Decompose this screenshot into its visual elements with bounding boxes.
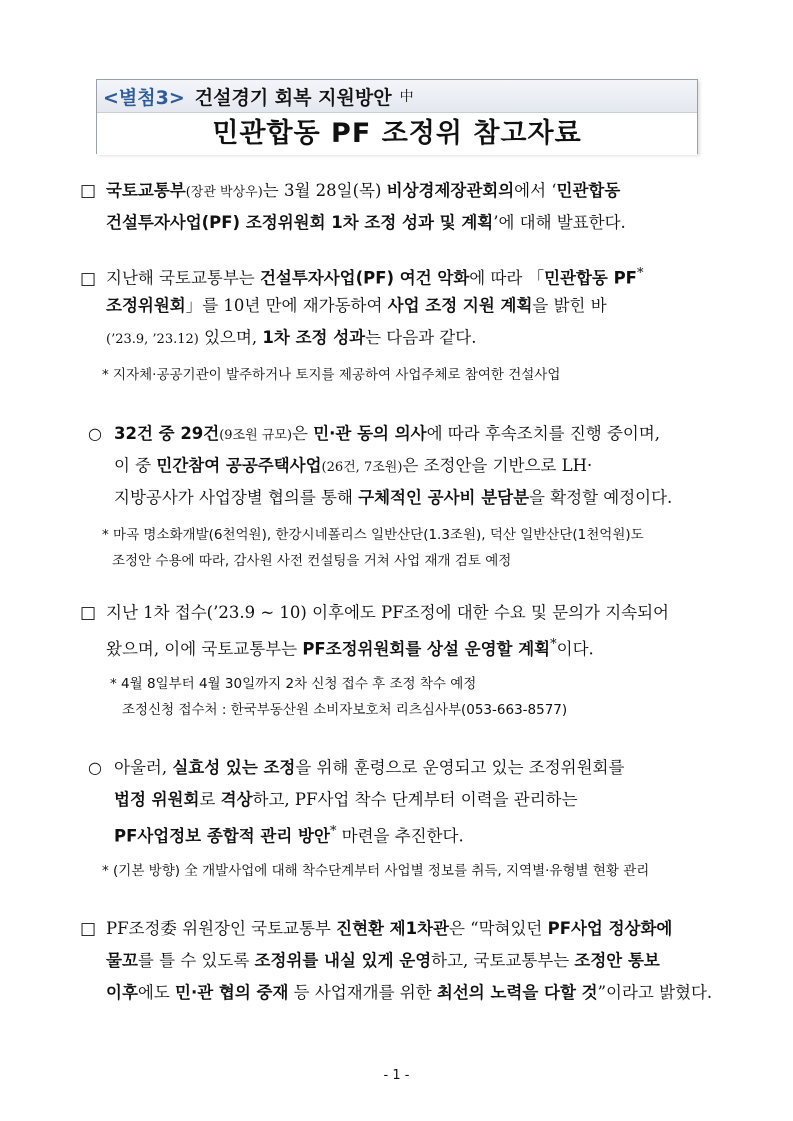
text-bold: 이후 (106, 983, 138, 1002)
circle-bullet-icon: ○ (88, 758, 102, 777)
paragraph-line (88, 482, 672, 514)
text-small: (9조원 규모) (219, 428, 293, 443)
text-bold: PF사업정보 종합적 관리 방안 (114, 826, 330, 846)
text: 왔으며, 이에 국토교통부는 (106, 639, 303, 659)
footnote-mark: * (636, 266, 644, 281)
header-subtitle-suffix: 中 (399, 89, 414, 105)
text-bold: 조정위를 내실 있게 운영 (254, 951, 432, 970)
text: 를 틀 수 있도록 (137, 951, 255, 970)
text: 은 “막혀있던 (448, 919, 548, 938)
footnote: 조정신청 접수처 : 한국부동산원 소비자보호처 리츠심사부(053-663-8577) (122, 702, 568, 718)
paragraph-4 (80, 597, 669, 723)
header-subtitle: 건설경기 회복 지원방안 (194, 86, 392, 109)
header-box (96, 79, 698, 154)
paragraph-2 (80, 258, 643, 388)
text-bold: 격상 (220, 790, 253, 809)
text: 에 따라 후속조치를 진행 중이며, (426, 424, 661, 443)
text-bold: 최선의 노력을 다할 것 (436, 983, 598, 1002)
text: 」를 10년 만에 재가동하여 (185, 296, 388, 315)
text: PF조정委 위원장인 국토교통부 (106, 919, 337, 938)
text-bold: 민·관 동의 의사 (313, 424, 427, 443)
footnote: * 마곡 명소화개발(6천억원), 한강시네폴리스 일반산단(1.3조원), 덕산 일반산단(1천억원)도 (102, 527, 644, 543)
paragraph-line (88, 752, 649, 784)
text: 는 3월 28일(목) (262, 181, 387, 200)
text-bold: 사업 조정 지원 계획 (387, 296, 533, 315)
text: 하고, 국토교통부는 (431, 951, 575, 970)
text-small: (’23.9, ’23.12) (106, 332, 199, 347)
text: 을 위해 훈령으로 운영되고 있는 조정위원회를 (295, 758, 625, 777)
paragraph-line (80, 913, 712, 945)
paragraph-line (80, 290, 643, 322)
text: 은 조정안을 기반으로 LH· (402, 456, 593, 475)
paragraph-line (88, 816, 649, 848)
attachment-tag: <별첨3> (103, 86, 185, 109)
text-bold: 1차 조정 성과 (262, 328, 366, 347)
footnote: * 지자체·공공기관이 발주하거나 토지를 제공하여 사업주체로 참여한 건설사업 (102, 367, 561, 383)
text-bold: 건설투자사업(PF) 조정위원회 1차 조정 성과 및 계획 (106, 213, 494, 232)
text: 로 (199, 790, 221, 809)
footnote: * (기본 방향) 全 개발사업에 대해 착수단계부터 사업별 정보를 취득, 지역별·유형별 현황 관리 (102, 863, 650, 879)
circle-bullet-icon: ○ (88, 424, 102, 443)
text: ”이라고 밝혔다. (597, 983, 713, 1002)
text: 에도 (137, 983, 176, 1002)
text: 이다. (556, 639, 594, 659)
text-bold: 국토교통부 (106, 181, 186, 200)
page-title: 민관합동 PF 조정위 참고자료 (97, 113, 697, 155)
text-bold: 구체적인 공사비 분담분 (358, 488, 530, 507)
text: 있으며, (198, 328, 263, 347)
text-small: (26건, 7조원) (321, 460, 403, 475)
text: 은 (292, 424, 314, 443)
square-bullet-icon: □ (80, 268, 97, 289)
header-subtitle-band (97, 80, 697, 113)
footnote-mark: * (550, 637, 557, 652)
text: 등 사업재개를 위한 (288, 983, 437, 1002)
text: 을 확정할 예정이다. (529, 488, 673, 507)
text: 에 따라 「 (469, 268, 545, 288)
text-bold: 조정안 통보 (574, 951, 660, 970)
paragraph-5 (88, 752, 649, 884)
footnote: 조정안 수용에 따라, 감사원 사전 컨설팅을 거쳐 사업 재개 검토 예정 (112, 553, 512, 569)
text-bold: 32건 중 29건 (114, 424, 220, 443)
paragraph-line (80, 977, 712, 1009)
text-bold: 조정위원회 (106, 296, 186, 315)
text-bold: 민간참여 공공주택사업 (156, 456, 322, 475)
text: 을 밝힌 바 (532, 296, 607, 315)
paragraph-line (88, 450, 672, 482)
text: 에서 ‘ (514, 181, 557, 200)
text-bold: 민관합동 PF (544, 268, 637, 288)
text: 하고, PF사업 착수 단계부터 이력을 관리하는 (252, 790, 578, 809)
paragraph-line (80, 175, 626, 207)
square-bullet-icon: □ (80, 919, 97, 939)
paragraph-3 (88, 418, 672, 574)
text: 지방공사가 사업장별 협의를 통해 (114, 488, 359, 507)
paragraph-line (88, 784, 649, 816)
paragraph-line (80, 945, 712, 977)
text-bold: 건설투자사업(PF) 여건 악화 (259, 268, 470, 288)
paragraph-line (80, 597, 669, 629)
text-bold: PF사업 정상화에 (547, 919, 673, 938)
text: 아울러, (114, 758, 173, 777)
paragraph-line (80, 629, 669, 661)
text-bold: 진현환 제1차관 (336, 919, 449, 938)
text-bold: 물꼬 (106, 951, 138, 970)
text: 는 다음과 같다. (365, 328, 477, 347)
page-number: - 1 - (383, 1068, 410, 1083)
footnote-mark: * (329, 824, 337, 839)
paragraph-line (88, 418, 672, 450)
text: 마련을 추진한다. (336, 826, 464, 846)
paragraph-1 (80, 175, 626, 239)
text-bold: 실효성 있는 조정 (172, 758, 296, 777)
text: 이 중 (114, 456, 157, 475)
paragraph-6 (80, 913, 712, 1009)
text-bold: 법정 위원회 (114, 790, 200, 809)
text-bold: 비상경제장관회의 (386, 181, 515, 200)
footnote: * 4월 8일부터 4월 30일까지 2차 신청 접수 후 조정 착수 예정 (110, 676, 477, 692)
text: 지난해 국토교통부는 (106, 268, 260, 288)
text-bold: 민관합동 (556, 181, 621, 200)
text-small: (장관 박상우) (185, 185, 263, 200)
text-bold: 민·관 협의 중재 (175, 983, 289, 1002)
paragraph-line (80, 207, 626, 239)
square-bullet-icon: □ (80, 603, 97, 623)
paragraph-line (80, 322, 643, 354)
paragraph-line (80, 258, 643, 290)
text: ’에 대해 발표한다. (493, 213, 626, 232)
text-bold: PF조정위원회를 상설 운영할 계획 (302, 639, 551, 659)
square-bullet-icon: □ (80, 181, 97, 201)
text: 지난 1차 접수(’23.9 ~ 10) 이후에도 PF조정에 대한 수요 및 문의가 지속되어 (106, 603, 669, 622)
